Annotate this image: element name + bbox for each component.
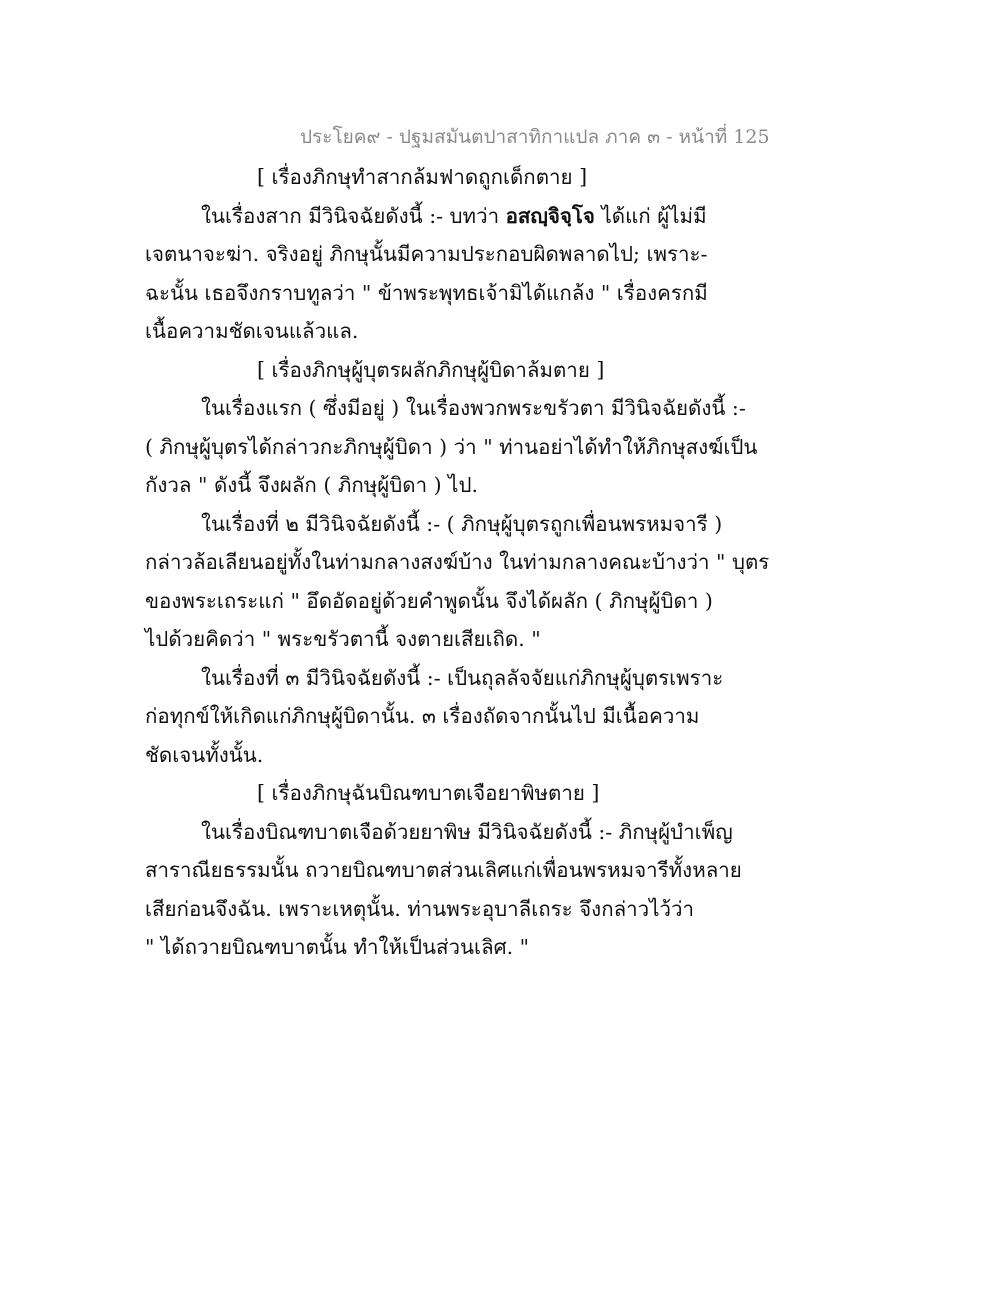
section-heading: [ เรื่องภิกษุฉันบิณฑบาตเจือยาพิษตาย ]	[257, 781, 600, 805]
paragraph-line: ฉะนั้น เธอจึงกราบทูลว่า " ข้าพระพุทธเจ้ามิได้แกล้ง " เรื่องครกมี	[145, 280, 708, 305]
paragraph-line: ( ภิกษุผู้บุตรได้กล่าวกะภิกษุผู้บิดา ) ว่า " ท่านอย่าได้ทำให้ภิกษุสงฆ์เป็น	[145, 434, 758, 459]
paragraph-line	[145, 197, 725, 236]
body-text	[145, 158, 770, 967]
paragraph-line: กังวล " ดังนี้ จึงผลัก ( ภิกษุผู้บิดา ) ไป.	[145, 473, 479, 497]
section-heading: [ เรื่องภิกษุผู้บุตรผลักภิกษุผู้บิดาล้มตาย ]	[257, 357, 605, 382]
paragraph-line: เนื้อความชัดเจนแล้วแล.	[145, 319, 359, 343]
section-heading: [ เรื่องภิกษุทำสากล้มฟาดถูกเด็กตาย ]	[257, 165, 588, 189]
paragraph-line: เสียก่อนจึงฉัน. เพราะเหตุนั้น. ท่านพระอุบาลีเถระ จึงกล่าวไว้ว่า	[145, 896, 695, 921]
paragraph-line: ไปด้วยคิดว่า " พระขรัวตานี้ จงตายเสียเถิด. "	[145, 627, 541, 651]
text-span: ในเรื่องสาก มีวินิจฉัยดังนี้ :- บทว่า	[201, 203, 506, 228]
paragraph-line: ของพระเถระแก่ " อึดอัดอยู่ด้วยคำพูดนั้น จึงได้ผลัก ( ภิกษุผู้บิดา )	[145, 588, 713, 613]
paragraph-line: ก่อทุกข์ให้เกิดแก่ภิกษุผู้บิดานั้น. ๓ เรื่องถัดจากนั้นไป มีเนื้อความ	[145, 704, 700, 728]
paragraph-line: " ได้ถวายบิณฑบาตนั้น ทำให้เป็นส่วนเลิศ. "	[145, 935, 530, 959]
pali-term: อสญฺจิจฺโจ	[505, 203, 595, 228]
paragraph-line: ชัดเจนทั้งนั้น.	[145, 742, 264, 767]
text-span: ได้แก่ ผู้ไม่มี	[594, 203, 707, 228]
paragraph-line: ในเรื่องที่ ๒ มีวินิจฉัยดังนี้ :- ( ภิกษุผู้บุตรถูกเพื่อนพรหมจารี )	[201, 511, 723, 536]
paragraph-line: ในเรื่องบิณฑบาตเจือด้วยยาพิษ มีวินิจฉัยดังนี้ :- ภิกษุผู้บำเพ็ญ	[201, 819, 733, 844]
paragraph-line: กล่าวล้อเลียนอยู่ทั้งในท่ามกลางสงฆ์บ้าง ในท่ามกลางคณะบ้างว่า " บุตร	[145, 550, 770, 574]
page-header: ประโยค๙ - ปฐมสมันตปาสาทิกาแปล ภาค ๓ - หน้าที่ 125	[300, 126, 770, 148]
paragraph-line: สาราณียธรรมนั้น ถวายบิณฑบาตส่วนเลิศแก่เพื่อนพรหมจารีทั้งหลาย	[145, 858, 742, 882]
paragraph-line: ในเรื่องที่ ๓ มีวินิจฉัยดังนี้ :- เป็นถุลลัจจัยแก่ภิกษุผู้บุตรเพราะ	[201, 665, 724, 690]
paragraph-line: ในเรื่องแรก ( ซึ่งมีอยู่ ) ในเรื่องพวกพระขรัวตา มีวินิจฉัยดังนี้ :-	[201, 396, 746, 420]
paragraph-line: เจตนาจะฆ่า. จริงอยู่ ภิกษุนั้นมีความประกอบผิดพลาดไป; เพราะ-	[145, 242, 708, 266]
